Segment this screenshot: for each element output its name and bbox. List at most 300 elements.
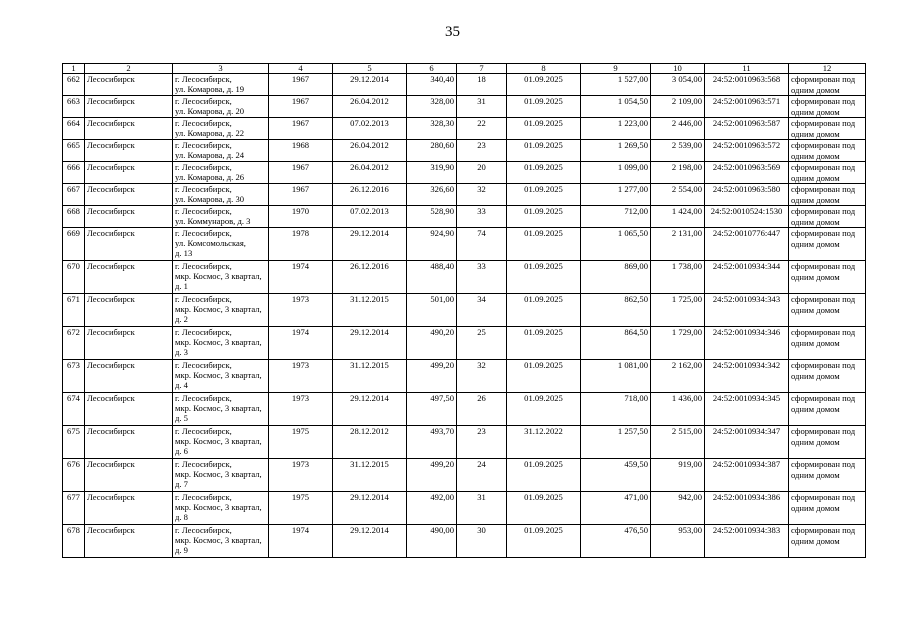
value-cell: 718,00 (581, 393, 651, 426)
area-cell: 340,40 (407, 74, 457, 96)
city-cell: Лесосибирск (85, 294, 173, 327)
total-value-cell: 2 539,00 (651, 140, 705, 162)
row-number-cell: 677 (63, 492, 85, 525)
total-value-cell: 1 436,00 (651, 393, 705, 426)
city-cell: Лесосибирск (85, 426, 173, 459)
count-cell: 74 (457, 228, 507, 261)
count-cell: 34 (457, 294, 507, 327)
address-line: ул. Комарова, д. 26 (175, 172, 245, 182)
address-line: г. Лесосибирск, (175, 294, 232, 304)
address-line: д. 2 (175, 314, 188, 324)
value-cell: 1 527,00 (581, 74, 651, 96)
deadline-date-cell: 01.09.2025 (507, 74, 581, 96)
value-cell: 712,00 (581, 206, 651, 228)
cadastral-number-cell: 24:52:0010776:447 (705, 228, 789, 261)
table-row (63, 327, 866, 360)
city-cell: Лесосибирск (85, 492, 173, 525)
address-cell (173, 327, 269, 360)
cadastral-number-cell: 24:52:0010963:569 (705, 162, 789, 184)
address-line: ул. Коммунаров, д. 3 (175, 216, 251, 226)
year-built-cell: 1975 (269, 426, 333, 459)
city-cell: Лесосибирск (85, 162, 173, 184)
housing-register-table (62, 63, 866, 558)
cadastral-number-cell: 24:52:0010934:342 (705, 360, 789, 393)
status-line: сформирован под (791, 294, 856, 304)
row-number-cell: 672 (63, 327, 85, 360)
deadline-date-cell: 31.12.2022 (507, 426, 581, 459)
total-value-cell: 953,00 (651, 525, 705, 558)
count-cell: 33 (457, 206, 507, 228)
address-cell (173, 184, 269, 206)
status-line: сформирован под (791, 74, 856, 84)
table-row (63, 184, 866, 206)
status-line: одним домом (791, 337, 840, 348)
value-cell: 1 065,50 (581, 228, 651, 261)
table-row (63, 96, 866, 118)
total-value-cell: 2 109,00 (651, 96, 705, 118)
city-cell: Лесосибирск (85, 206, 173, 228)
cadastral-number-cell: 24:52:0010934:386 (705, 492, 789, 525)
count-cell: 31 (457, 96, 507, 118)
count-cell: 24 (457, 459, 507, 492)
count-cell: 23 (457, 140, 507, 162)
status-line: сформирован под (791, 426, 856, 436)
column-header: 2 (85, 64, 173, 74)
table-row (63, 74, 866, 96)
status-line: одним домом (791, 535, 840, 546)
status-cell (789, 118, 866, 140)
status-line: сформирован под (791, 118, 856, 128)
deadline-date-cell: 01.09.2025 (507, 525, 581, 558)
year-built-cell: 1967 (269, 118, 333, 140)
year-built-cell: 1968 (269, 140, 333, 162)
value-cell: 1 269,50 (581, 140, 651, 162)
value-cell: 1 054,50 (581, 96, 651, 118)
total-value-cell: 2 131,00 (651, 228, 705, 261)
column-header: 9 (581, 64, 651, 74)
table-row (63, 118, 866, 140)
address-line: д. 4 (175, 380, 188, 390)
column-header: 12 (789, 64, 866, 74)
status-line: сформирован под (791, 162, 856, 172)
date-cell: 29.12.2014 (333, 327, 407, 360)
deadline-date-cell: 01.09.2025 (507, 360, 581, 393)
address-line: г. Лесосибирск, (175, 162, 232, 172)
address-line: г. Лесосибирск, (175, 96, 232, 106)
row-number-cell: 666 (63, 162, 85, 184)
address-cell (173, 393, 269, 426)
deadline-date-cell: 01.09.2025 (507, 327, 581, 360)
date-cell: 31.12.2015 (333, 360, 407, 393)
status-cell (789, 492, 866, 525)
cadastral-number-cell: 24:52:0010934:347 (705, 426, 789, 459)
address-line: г. Лесосибирск, (175, 206, 232, 216)
address-cell (173, 426, 269, 459)
date-cell: 26.04.2012 (333, 162, 407, 184)
date-cell: 31.12.2015 (333, 294, 407, 327)
area-cell: 493,70 (407, 426, 457, 459)
year-built-cell: 1970 (269, 206, 333, 228)
value-cell: 1 257,50 (581, 426, 651, 459)
address-cell (173, 140, 269, 162)
year-built-cell: 1974 (269, 327, 333, 360)
address-line: г. Лесосибирск, (175, 525, 232, 535)
total-value-cell: 3 054,00 (651, 74, 705, 96)
address-cell (173, 74, 269, 96)
cadastral-number-cell: 24:52:0010934:343 (705, 294, 789, 327)
address-cell (173, 261, 269, 294)
year-built-cell: 1975 (269, 492, 333, 525)
status-cell (789, 393, 866, 426)
date-cell: 26.04.2012 (333, 140, 407, 162)
value-cell: 869,00 (581, 261, 651, 294)
year-built-cell: 1978 (269, 228, 333, 261)
count-cell: 32 (457, 360, 507, 393)
area-cell: 326,60 (407, 184, 457, 206)
deadline-date-cell: 01.09.2025 (507, 206, 581, 228)
address-line: г. Лесосибирск, (175, 492, 232, 502)
status-line: одним домом (791, 271, 840, 282)
year-built-cell: 1967 (269, 162, 333, 184)
city-cell: Лесосибирск (85, 327, 173, 360)
date-cell: 31.12.2015 (333, 459, 407, 492)
area-cell: 328,30 (407, 118, 457, 140)
year-built-cell: 1974 (269, 525, 333, 558)
column-header: 8 (507, 64, 581, 74)
address-line: ул. Комарова, д. 19 (175, 84, 245, 94)
status-cell (789, 162, 866, 184)
count-cell: 23 (457, 426, 507, 459)
address-line: мкр. Космос, 3 квартал, (175, 403, 262, 413)
table-row (63, 206, 866, 228)
address-line: д. 13 (175, 248, 193, 258)
city-cell: Лесосибирск (85, 525, 173, 558)
deadline-date-cell: 01.09.2025 (507, 261, 581, 294)
total-value-cell: 2 515,00 (651, 426, 705, 459)
cadastral-number-cell: 24:52:0010963:587 (705, 118, 789, 140)
year-built-cell: 1973 (269, 393, 333, 426)
address-line: г. Лесосибирск, (175, 74, 232, 84)
date-cell: 26.12.2016 (333, 261, 407, 294)
deadline-date-cell: 01.09.2025 (507, 492, 581, 525)
status-line: одним домом (791, 469, 840, 480)
count-cell: 18 (457, 74, 507, 96)
row-number-cell: 667 (63, 184, 85, 206)
area-cell: 497,50 (407, 393, 457, 426)
city-cell: Лесосибирск (85, 96, 173, 118)
cadastral-number-cell: 24:52:0010963:571 (705, 96, 789, 118)
address-cell (173, 118, 269, 140)
area-cell: 490,20 (407, 327, 457, 360)
count-cell: 22 (457, 118, 507, 140)
year-built-cell: 1967 (269, 96, 333, 118)
address-cell (173, 228, 269, 261)
date-cell: 29.12.2014 (333, 525, 407, 558)
address-line: д. 5 (175, 413, 188, 423)
area-cell: 528,90 (407, 206, 457, 228)
area-cell: 924,90 (407, 228, 457, 261)
status-line: сформирован под (791, 360, 856, 370)
table-row (63, 393, 866, 426)
year-built-cell: 1973 (269, 459, 333, 492)
area-cell: 492,00 (407, 492, 457, 525)
cadastral-number-cell: 24:52:0010524:1530 (705, 206, 789, 228)
total-value-cell: 2 446,00 (651, 118, 705, 140)
row-number-cell: 678 (63, 525, 85, 558)
row-number-cell: 670 (63, 261, 85, 294)
table-row (63, 426, 866, 459)
city-cell: Лесосибирск (85, 360, 173, 393)
status-cell (789, 140, 866, 162)
status-line: одним домом (791, 172, 840, 183)
value-cell: 471,00 (581, 492, 651, 525)
row-number-cell: 671 (63, 294, 85, 327)
address-line: д. 1 (175, 281, 188, 291)
date-cell: 07.02.2013 (333, 206, 407, 228)
row-number-cell: 676 (63, 459, 85, 492)
cadastral-number-cell: 24:52:0010934:345 (705, 393, 789, 426)
status-line: одним домом (791, 106, 840, 117)
status-cell (789, 228, 866, 261)
area-cell: 319,90 (407, 162, 457, 184)
value-cell: 1 277,00 (581, 184, 651, 206)
table-row (63, 140, 866, 162)
total-value-cell: 2 554,00 (651, 184, 705, 206)
table-row (63, 228, 866, 261)
status-line: сформирован под (791, 459, 856, 469)
address-line: мкр. Космос, 3 квартал, (175, 535, 262, 545)
date-cell: 26.12.2016 (333, 184, 407, 206)
address-line: мкр. Космос, 3 квартал, (175, 436, 262, 446)
status-line: сформирован под (791, 393, 856, 403)
area-cell: 488,40 (407, 261, 457, 294)
year-built-cell: 1974 (269, 261, 333, 294)
table-row (63, 525, 866, 558)
row-number-cell: 674 (63, 393, 85, 426)
address-line: г. Лесосибирск, (175, 184, 232, 194)
status-cell (789, 184, 866, 206)
address-cell (173, 360, 269, 393)
column-header: 10 (651, 64, 705, 74)
cadastral-number-cell: 24:52:0010963:580 (705, 184, 789, 206)
area-cell: 280,60 (407, 140, 457, 162)
address-cell (173, 162, 269, 184)
header-row (63, 64, 866, 74)
address-line: ул. Комсомольская, (175, 238, 246, 248)
deadline-date-cell: 01.09.2025 (507, 96, 581, 118)
city-cell: Лесосибирск (85, 118, 173, 140)
column-header: 6 (407, 64, 457, 74)
address-cell (173, 525, 269, 558)
deadline-date-cell: 01.09.2025 (507, 162, 581, 184)
address-line: мкр. Космос, 3 квартал, (175, 502, 262, 512)
count-cell: 31 (457, 492, 507, 525)
cadastral-number-cell: 24:52:0010934:387 (705, 459, 789, 492)
status-line: одним домом (791, 370, 840, 381)
area-cell: 499,20 (407, 360, 457, 393)
status-cell (789, 459, 866, 492)
status-line: сформирован под (791, 492, 856, 502)
address-cell (173, 96, 269, 118)
status-cell (789, 525, 866, 558)
column-header: 1 (63, 64, 85, 74)
row-number-cell: 665 (63, 140, 85, 162)
column-header: 4 (269, 64, 333, 74)
status-line: сформирован под (791, 140, 856, 150)
row-number-cell: 663 (63, 96, 85, 118)
row-number-cell: 662 (63, 74, 85, 96)
count-cell: 26 (457, 393, 507, 426)
address-line: г. Лесосибирск, (175, 228, 232, 238)
address-line: мкр. Космос, 3 квартал, (175, 337, 262, 347)
address-line: мкр. Космос, 3 квартал, (175, 304, 262, 314)
table-row (63, 261, 866, 294)
status-line: одним домом (791, 216, 840, 227)
address-line: ул. Комарова, д. 30 (175, 194, 245, 204)
cadastral-number-cell: 24:52:0010963:572 (705, 140, 789, 162)
status-line: сформирован под (791, 261, 856, 271)
total-value-cell: 1 729,00 (651, 327, 705, 360)
status-line: сформирован под (791, 184, 856, 194)
table-row (63, 459, 866, 492)
deadline-date-cell: 01.09.2025 (507, 184, 581, 206)
date-cell: 28.12.2012 (333, 426, 407, 459)
status-cell (789, 74, 866, 96)
status-line: одним домом (791, 238, 840, 249)
date-cell: 29.12.2014 (333, 393, 407, 426)
status-line: одним домом (791, 84, 840, 95)
address-line: г. Лесосибирск, (175, 426, 232, 436)
table-body (63, 74, 866, 558)
address-cell (173, 294, 269, 327)
status-cell (789, 206, 866, 228)
address-line: г. Лесосибирск, (175, 327, 232, 337)
address-line: д. 7 (175, 479, 188, 489)
cadastral-number-cell: 24:52:0010934:346 (705, 327, 789, 360)
city-cell: Лесосибирск (85, 184, 173, 206)
date-cell: 26.04.2012 (333, 96, 407, 118)
value-cell: 1 099,00 (581, 162, 651, 184)
status-cell (789, 426, 866, 459)
address-line: г. Лесосибирск, (175, 118, 232, 128)
status-line: одним домом (791, 128, 840, 139)
address-line: ул. Комарова, д. 22 (175, 128, 245, 138)
status-line: сформирован под (791, 525, 856, 535)
deadline-date-cell: 01.09.2025 (507, 459, 581, 492)
status-cell (789, 360, 866, 393)
value-cell: 1 223,00 (581, 118, 651, 140)
value-cell: 476,50 (581, 525, 651, 558)
year-built-cell: 1973 (269, 294, 333, 327)
address-line: д. 9 (175, 545, 188, 555)
address-line: мкр. Космос, 3 квартал, (175, 469, 262, 479)
address-line: г. Лесосибирск, (175, 261, 232, 271)
city-cell: Лесосибирск (85, 393, 173, 426)
address-cell (173, 492, 269, 525)
status-line: одним домом (791, 436, 840, 447)
table-row (63, 162, 866, 184)
total-value-cell: 1 725,00 (651, 294, 705, 327)
total-value-cell: 2 198,00 (651, 162, 705, 184)
status-line: сформирован под (791, 327, 856, 337)
status-line: одним домом (791, 502, 840, 513)
total-value-cell: 1 738,00 (651, 261, 705, 294)
status-cell (789, 327, 866, 360)
address-line: мкр. Космос, 3 квартал, (175, 271, 262, 281)
count-cell: 25 (457, 327, 507, 360)
year-built-cell: 1967 (269, 74, 333, 96)
column-header: 3 (173, 64, 269, 74)
cadastral-number-cell: 24:52:0010934:383 (705, 525, 789, 558)
address-line: д. 6 (175, 446, 188, 456)
deadline-date-cell: 01.09.2025 (507, 393, 581, 426)
area-cell: 501,00 (407, 294, 457, 327)
column-header: 5 (333, 64, 407, 74)
city-cell: Лесосибирск (85, 74, 173, 96)
value-cell: 459,50 (581, 459, 651, 492)
status-cell (789, 96, 866, 118)
address-line: г. Лесосибирск, (175, 393, 232, 403)
city-cell: Лесосибирск (85, 459, 173, 492)
year-built-cell: 1967 (269, 184, 333, 206)
address-line: мкр. Космос, 3 квартал, (175, 370, 262, 380)
address-line: г. Лесосибирск, (175, 459, 232, 469)
deadline-date-cell: 01.09.2025 (507, 140, 581, 162)
deadline-date-cell: 01.09.2025 (507, 294, 581, 327)
address-line: г. Лесосибирск, (175, 360, 232, 370)
column-header: 11 (705, 64, 789, 74)
address-line: ул. Комарова, д. 24 (175, 150, 245, 160)
area-cell: 328,00 (407, 96, 457, 118)
table-row (63, 294, 866, 327)
value-cell: 1 081,00 (581, 360, 651, 393)
count-cell: 30 (457, 525, 507, 558)
row-number-cell: 669 (63, 228, 85, 261)
row-number-cell: 668 (63, 206, 85, 228)
total-value-cell: 919,00 (651, 459, 705, 492)
value-cell: 864,50 (581, 327, 651, 360)
address-cell (173, 206, 269, 228)
date-cell: 29.12.2014 (333, 74, 407, 96)
count-cell: 33 (457, 261, 507, 294)
date-cell: 29.12.2014 (333, 492, 407, 525)
status-line: одним домом (791, 304, 840, 315)
column-header: 7 (457, 64, 507, 74)
date-cell: 29.12.2014 (333, 228, 407, 261)
table-row (63, 360, 866, 393)
cadastral-number-cell: 24:52:0010934:344 (705, 261, 789, 294)
address-line: д. 8 (175, 512, 188, 522)
value-cell: 862,50 (581, 294, 651, 327)
deadline-date-cell: 01.09.2025 (507, 118, 581, 140)
status-cell (789, 261, 866, 294)
address-cell (173, 459, 269, 492)
city-cell: Лесосибирск (85, 140, 173, 162)
address-line: д. 3 (175, 347, 188, 357)
city-cell: Лесосибирск (85, 261, 173, 294)
status-line: одним домом (791, 194, 840, 205)
count-cell: 32 (457, 184, 507, 206)
row-number-cell: 664 (63, 118, 85, 140)
row-number-cell: 673 (63, 360, 85, 393)
date-cell: 07.02.2013 (333, 118, 407, 140)
status-line: сформирован под (791, 206, 856, 216)
status-line: сформирован под (791, 96, 856, 106)
table-row (63, 492, 866, 525)
total-value-cell: 942,00 (651, 492, 705, 525)
status-line: одним домом (791, 403, 840, 414)
total-value-cell: 2 162,00 (651, 360, 705, 393)
